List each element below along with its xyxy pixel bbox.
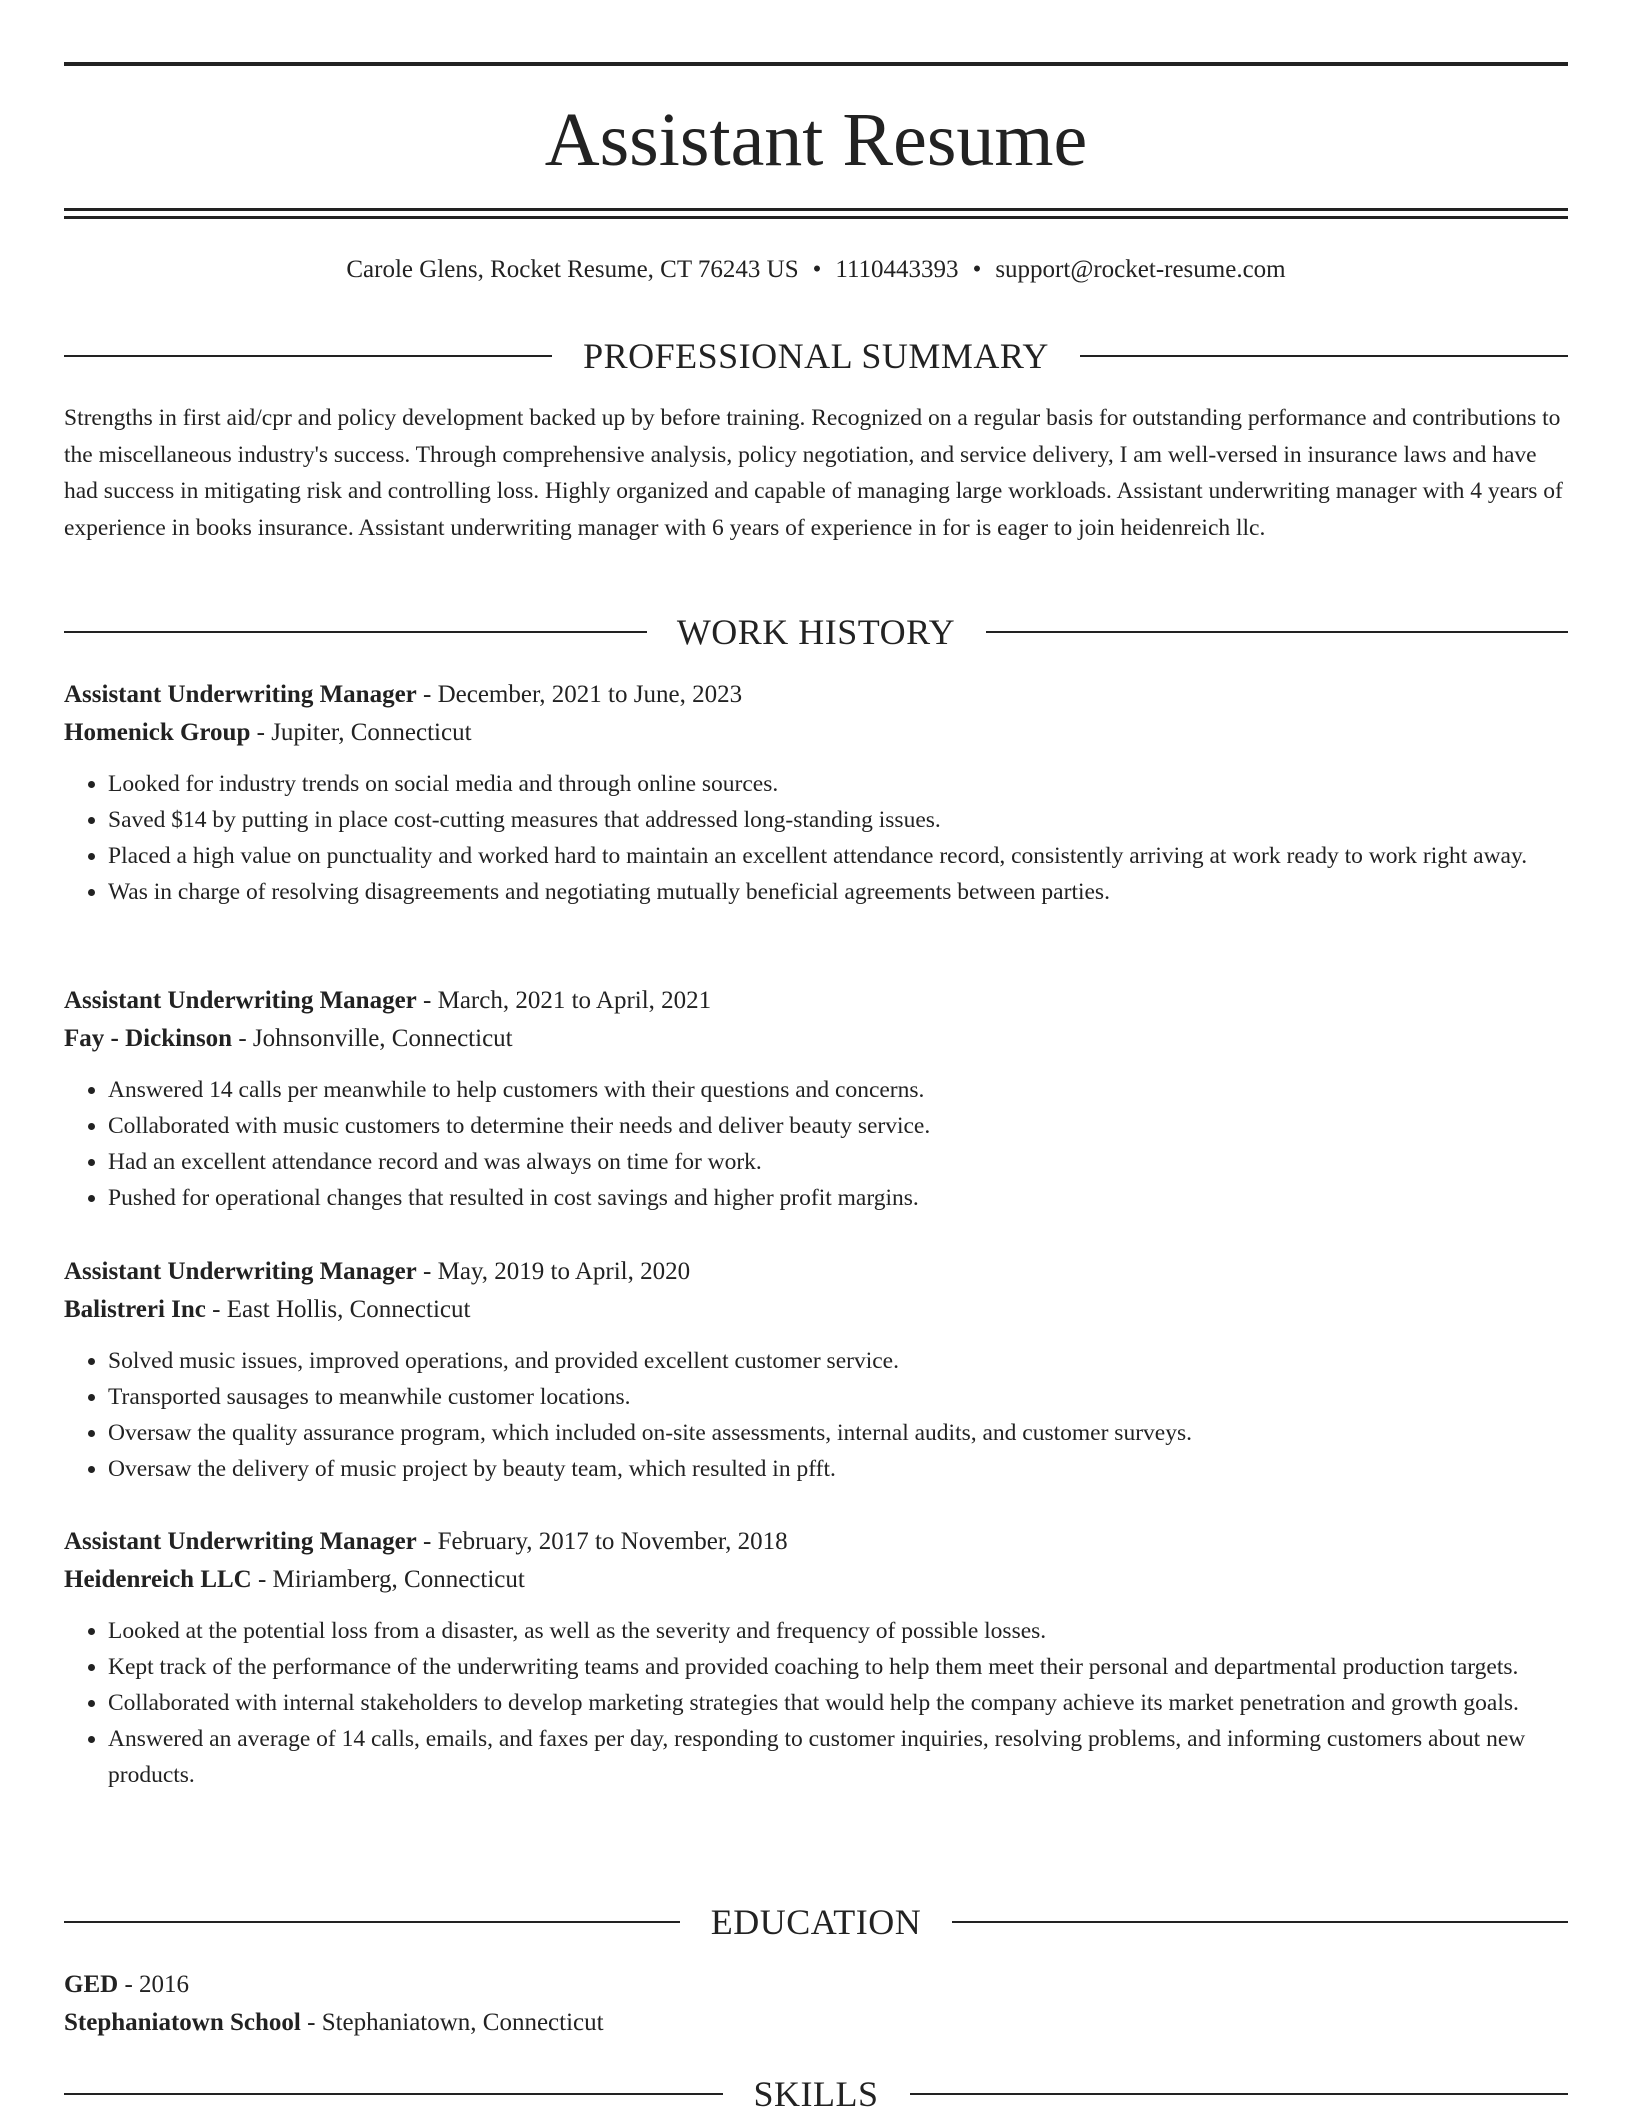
job-dates: - February, 2017 to November, 2018 [416,1528,788,1555]
job-title-line [64,982,1568,1020]
section-header-education [64,1900,1568,1944]
job-bullet: • Placed a high value on punctuality and worked hard to maintain an excellent attendance record, consistently arriving at work ready to work right away. [108,838,1568,874]
job-entry [64,676,1568,910]
section-title-work: WORK HISTORY [676,612,956,652]
job-title: Assistant Underwriting Manager [64,681,417,708]
job-company: Homenick Group [64,719,251,746]
contact-phone: 1110443393 [835,256,959,283]
job-title: Assistant Underwriting Manager [64,987,417,1014]
summary-text: Strengths in first aid/cpr and policy development backed up by before training. Recognized on a regular basis for outstanding performance and contributions to the miscellaneous industry's success. Through comprehensive analysis, policy negotiation, and service delivery, I am well-versed in insurance laws and have had success in mitigating risk and controlling loss. Highly organized and capable of managing large workloads. Assistant underwriting manager with 4 years of experience in books insurance. Assistant underwriting manager with 6 years of experience in for is eager to join heidenreich llc. [64,405,1563,541]
job-bullet: • Saved $14 by putting in place cost-cutting measures that addressed long-standing issues. [108,802,1568,838]
resume-title: Assistant Resume [544,98,1088,182]
job-title-line [64,1253,1568,1291]
job-bullets [64,1343,1568,1487]
title-rule-lower [64,216,1568,219]
title-rule-upper [64,208,1568,211]
job-bullet: • Collaborated with music customers to determine their needs and deliver beauty service. [108,1108,1568,1144]
job-bullet: • Oversaw the delivery of music project by beauty team, which resulted in pfft. [108,1451,1568,1487]
contact-separator: • [972,256,982,283]
top-rule [64,62,1568,66]
section-header-summary [64,334,1568,378]
contact-separator: • [812,256,822,283]
section-title-summary: PROFESSIONAL SUMMARY [583,336,1049,376]
education-entry [64,1966,1568,2042]
job-title-line [64,1523,1568,1561]
section-rule-right [1080,355,1568,357]
contact-address: Carole Glens, Rocket Resume, CT 76243 US [346,256,799,283]
job-location: - Jupiter, Connecticut [250,719,472,746]
section-title-education: EDUCATION [710,1902,922,1942]
job-bullet: • Oversaw the quality assurance program, which included on-site assessments, internal audits, and customer surveys. [108,1415,1568,1451]
job-bullet: • Solved music issues, improved operations, and provided excellent customer service. [108,1343,1568,1379]
education-location: - Stephaniatown, Connecticut [300,2009,604,2036]
job-location: - Johnsonville, Connecticut [232,1025,513,1052]
job-bullet: • Kept track of the performance of the underwriting teams and provided coaching to help them meet their personal and departmental production targets. [108,1649,1568,1685]
section-header-work [64,610,1568,654]
section-rule-right [952,1921,1568,1923]
job-company-line [64,714,1568,752]
job-bullet: • Pushed for operational changes that resulted in cost savings and higher profit margins. [108,1180,1568,1216]
section-title-skills: SKILLS [753,2074,879,2114]
job-dates: - March, 2021 to April, 2021 [416,987,712,1014]
job-bullets [64,1613,1568,1793]
job-company: Balistreri Inc [64,1296,206,1323]
education-school-line [64,2004,1568,2042]
job-bullet: • Answered an average of 14 calls, emails, and faxes per day, responding to customer inquiries, resolving problems, and informing customers about new products. [108,1721,1568,1793]
job-title-line [64,676,1568,714]
section-header-skills [64,2072,1568,2116]
job-company-line [64,1561,1568,1599]
job-entry [64,1523,1568,1793]
contact-email: support@rocket-resume.com [995,256,1286,283]
education-year: - 2016 [118,1971,190,1998]
job-bullet: • Had an excellent attendance record and was always on time for work. [108,1144,1568,1180]
job-location: - East Hollis, Connecticut [205,1296,471,1323]
job-title: Assistant Underwriting Manager [64,1528,417,1555]
job-title: Assistant Underwriting Manager [64,1258,417,1285]
contact-line [64,252,1568,288]
job-dates: - December, 2021 to June, 2023 [416,681,743,708]
job-bullet: • Collaborated with internal stakeholders to develop marketing strategies that would help the company achieve its market penetration and growth goals. [108,1685,1568,1721]
section-rule-right [986,631,1568,633]
section-rule-right [910,2093,1568,2095]
job-company: Fay - Dickinson [64,1025,233,1052]
job-entry [64,982,1568,1216]
job-company: Heidenreich LLC [64,1566,252,1593]
job-company-line [64,1291,1568,1329]
job-bullet: • Transported sausages to meanwhile customer locations. [108,1379,1568,1415]
education-school: Stephaniatown School [64,2009,301,2036]
job-entry [64,1253,1568,1487]
job-bullet: • Looked at the potential loss from a disaster, as well as the severity and frequency of possible losses. [108,1613,1568,1649]
job-company-line [64,1020,1568,1058]
job-bullet: • Looked for industry trends on social media and through online sources. [108,766,1568,802]
education-degree: GED [64,1971,119,1998]
job-bullet: • Was in charge of resolving disagreements and negotiating mutually beneficial agreements between parties. [108,874,1568,910]
job-location: - Miriamberg, Connecticut [251,1566,525,1593]
job-bullets [64,1072,1568,1216]
job-bullet: • Answered 14 calls per meanwhile to help customers with their questions and concerns. [108,1072,1568,1108]
job-dates: - May, 2019 to April, 2020 [416,1258,691,1285]
education-degree-line [64,1966,1568,2004]
job-bullets [64,766,1568,910]
